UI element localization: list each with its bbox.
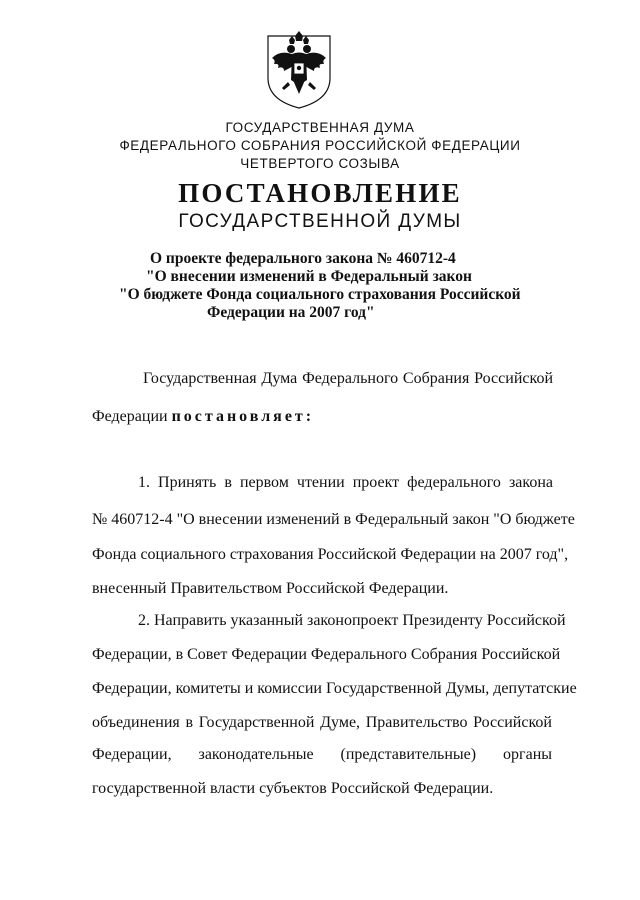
item2-line-2: Федерации, в Совет Федерации Федерального Собрания Российской [92,646,561,663]
item1-line-1: 1. Принять в первом чтении проект федерального закона [138,474,553,491]
item1-line-3: Фонда социального страхования Российской Федерации на 2007 год", [92,546,569,563]
subject-line-1: О проекте федерального закона № 460712-4 [150,250,456,267]
item2-line-3: Федерации, комитеты и комиссии Государственной Думы, депутатские [92,680,577,697]
intro-text: Федерации [92,408,172,425]
item2-line-4: объединения в Государственной Думе, Правительство Российской [92,714,552,731]
subject-line-2: "О внесении изменений в Федеральный закон [146,268,472,285]
issuer-line-3: ЧЕТВЕРТОГО СОЗЫВА [240,156,400,171]
item2-line-6: государственной власти субъектов Российской Федерации. [92,780,494,797]
item1-line-2: № 460712-4 "О внесении изменений в Федеральный закон "О бюджете [92,511,575,528]
issuer-line-2: ФЕДЕРАЛЬНОГО СОБРАНИЯ РОССИЙСКОЙ ФЕДЕРАЦИИ [119,138,521,153]
resolves-keyword: постановляет: [171,408,315,425]
intro-line-2 [92,408,552,426]
issuer-line-1: ГОСУДАРСТВЕННАЯ ДУМА [225,120,415,135]
item1-line-4: внесенный Правительством Российской Федерации. [92,580,449,597]
item2-line-1: 2. Направить указанный законопроект Президенту Российской [138,612,566,629]
document-title: ПОСТАНОВЛЕНИЕ [178,178,462,208]
intro-line-1: Государственная Дума Федерального Собрания Российской [143,370,553,387]
subject-line-4: Федерации на 2007 год" [207,304,375,321]
subject-line-3: "О бюджете Фонда социального страхования Российской [119,286,521,303]
coat-of-arms-emblem [262,30,336,110]
item2-line-5: Федерации, законодательные (представительные) органы [92,746,552,763]
document-subtitle: ГОСУДАРСТВЕННОЙ ДУМЫ [178,211,462,232]
